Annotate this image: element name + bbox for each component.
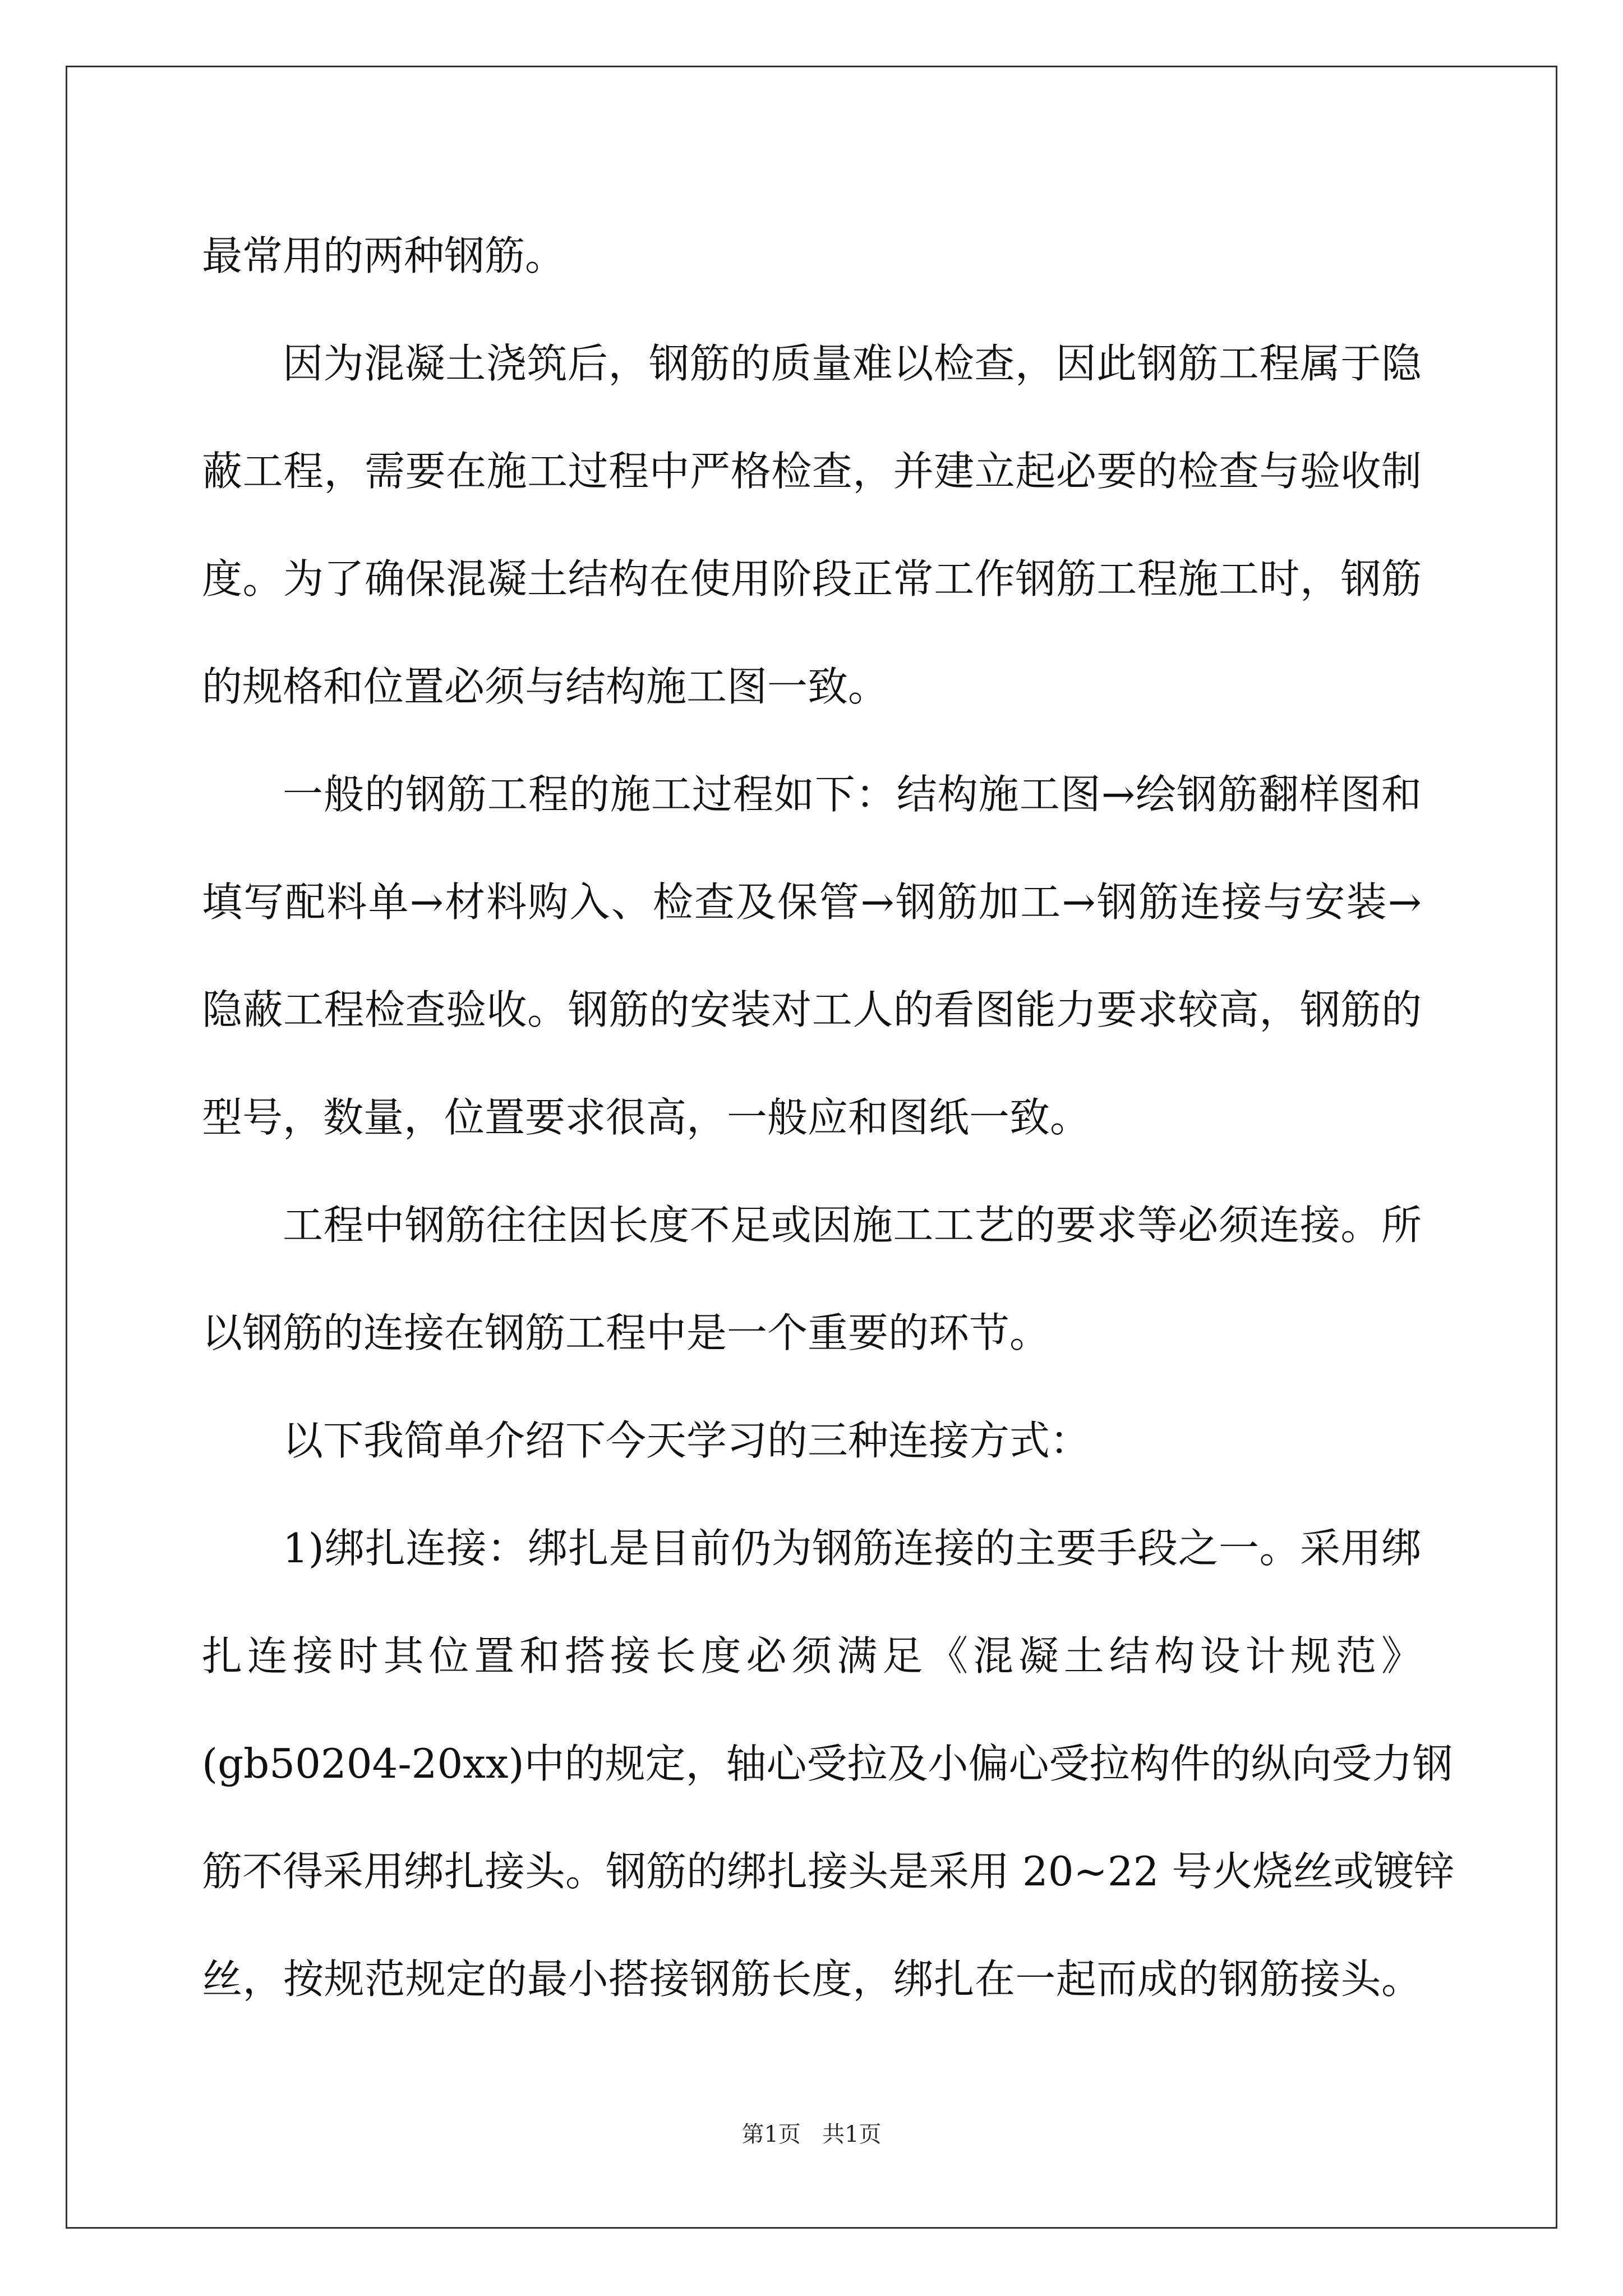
page-number-current: 第1页 xyxy=(741,2122,801,2147)
page-footer xyxy=(0,2118,1623,2151)
text-line: 填写配料单→材料购入、检查及保管→钢筋加工→钢筋连接与安装→ xyxy=(202,878,1422,926)
text-line: 度。为了确保混凝土结构在使用阶段正常工作钢筋工程施工时，钢筋 xyxy=(202,555,1422,602)
document-body xyxy=(202,202,1455,2033)
text-line: 的规格和位置必须与结构施工图一致。 xyxy=(202,663,889,710)
text-line: 以钢筋的连接在钢筋工程中是一个重要的环节。 xyxy=(202,1309,1050,1356)
page-number-total: 共1页 xyxy=(822,2122,882,2147)
text-line: 丝，按规范规定的最小搭接钢筋长度，绑扎在一起而成的钢筋接头。 xyxy=(202,1955,1422,2003)
text-line: 筋不得采用绑扎接头。钢筋的绑扎接头是采用 20~22 号火烧丝或镀锌 xyxy=(202,1848,1455,1895)
text-line: 蔽工程，需要在施工过程中严格检查，并建立起必要的检查与验收制 xyxy=(202,448,1422,495)
text-line: 最常用的两种钢筋。 xyxy=(202,232,566,279)
text-line: 扎连接时其位置和搭接长度必须满足《混凝土结构设计规范》 xyxy=(202,1632,1422,1680)
text-line: 一般的钢筋工程的施工过程如下：结构施工图→绘钢筋翻样图和 xyxy=(283,771,1422,818)
text-line: 因为混凝土浇筑后，钢筋的质量难以检查，因此钢筋工程属于隐 xyxy=(283,340,1422,387)
text-line: 工程中钢筋往往因长度不足或因施工工艺的要求等必须连接。所 xyxy=(283,1202,1422,1249)
text-line: 1)绑扎连接：绑扎是目前仍为钢筋连接的主要手段之一。采用绑 xyxy=(283,1525,1422,1572)
text-line: 以下我简单介绍下今天学习的三种连接方式： xyxy=(283,1417,1091,1464)
text-line: 隐蔽工程检查验收。钢筋的安装对工人的看图能力要求较高，钢筋的 xyxy=(202,986,1422,1033)
text-line: (gb50204-20xx)中的规定，轴心受拉及小偏心受拉构件的纵向受力钢 xyxy=(202,1740,1453,1787)
text-line: 型号，数量，位置要求很高，一般应和图纸一致。 xyxy=(202,1094,1091,1141)
